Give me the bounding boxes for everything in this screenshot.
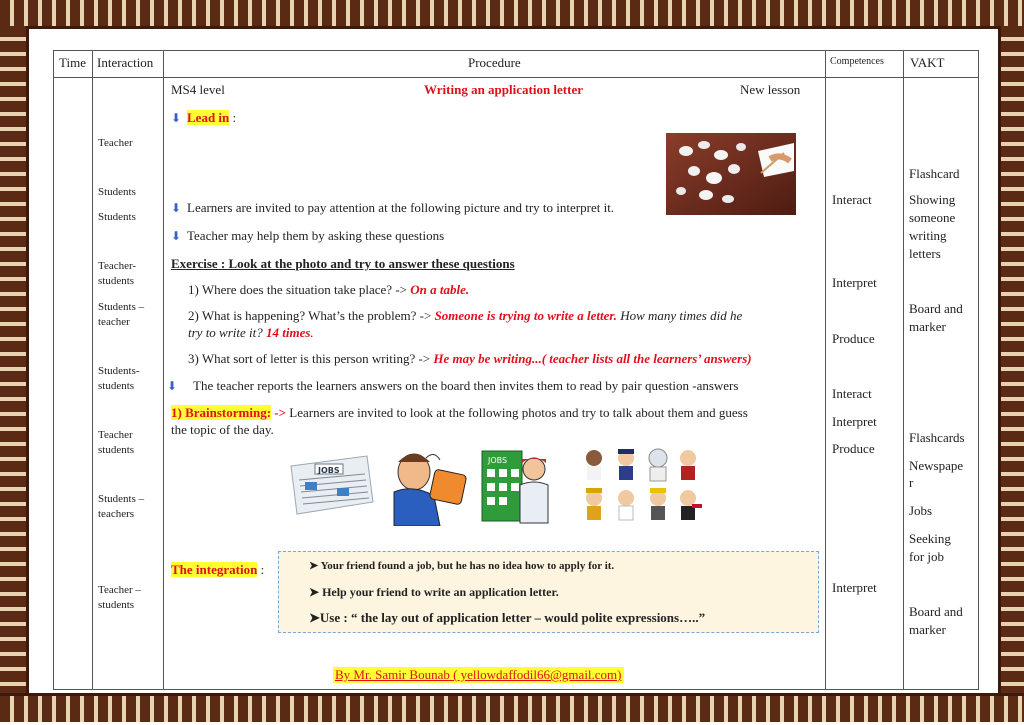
down-arrow-bullet-icon: ⬇ [171,201,182,215]
arrow-bullet-icon: ➤ [309,610,320,625]
interaction-item: students [98,380,135,392]
vakt-flashcards: Flashcards [909,430,965,445]
column-divider [825,50,826,690]
interaction-item: teachers [98,508,135,520]
question-2-followup-text: try to write it? [188,325,266,340]
integration-item-1 [309,559,614,572]
teacher-reports-row [167,378,738,394]
vakt-showing: writing [909,228,947,243]
brainstorming-arrow: -> [271,405,290,420]
integration-row [171,562,264,578]
job-newspaper-photo [285,452,377,520]
exercise-heading: Exercise : Look at the photo and try to answer these questions [171,256,515,271]
column-divider [163,50,164,690]
question-1-text: 1) Where does the situation take place? -> [188,282,411,297]
decorative-border-right [998,26,1024,693]
lead-in-row [171,110,236,126]
brainstorming-row [171,405,748,421]
integration-item-1-text: Your friend found a job, but he has no idea how to apply for it. [320,560,615,572]
interaction-item: Students – [98,301,145,313]
interaction-item: Students- [98,365,140,377]
decorative-border-left [0,26,29,693]
teacher-help-row [171,228,444,244]
vakt-jobs: Jobs [909,503,933,518]
interaction-item: Students [98,211,136,223]
integration-label: The integration [171,562,258,577]
competence-item: Interact [832,192,872,207]
question-2 [188,308,742,324]
answer-2: Someone is trying to write a letter. [434,308,617,323]
integration-task-box [278,551,819,633]
lead-in-label: Lead in [187,110,230,125]
arrow-bullet-icon: ➤ [309,585,323,599]
vakt-showing: Showing [909,192,956,207]
interaction-item: Teacher [98,429,133,441]
integration-item-3 [309,610,705,626]
vakt-showing: letters [909,246,941,261]
question-2-followup: How many times did he [616,308,743,323]
answer-1: On a table. [410,282,470,297]
integration-item-3-text: Use : “ the lay out of application letter – would polite expressions…..” [319,610,706,625]
decorative-border-top [0,0,1024,29]
header-divider [53,77,979,78]
integration-colon: : [257,562,265,577]
column-divider [92,50,93,690]
interaction-item: Teacher – [98,584,141,596]
question-2-period: . [310,325,314,340]
learners-invited-row [171,200,614,216]
brainstorming-text-line2: the topic of the day. [171,422,274,437]
interaction-item: students [98,275,135,287]
professions-figures-photo [582,446,708,526]
vakt-seeking: Seeking [909,531,951,546]
vakt-board: marker [909,319,946,334]
down-arrow-bullet-icon: ⬇ [171,111,182,125]
question-3 [188,351,752,367]
header-time: Time [59,55,86,70]
interaction-item: Students [98,186,136,198]
integration-item-2-text: Help your friend to write an application letter. [322,585,559,599]
down-arrow-bullet-icon: ⬇ [167,379,178,393]
svg-text:JOBS: JOBS [318,466,340,475]
brainstorming-label: 1) Brainstorming: [171,405,272,420]
competence-item: Produce [832,331,875,346]
man-looking-at-jobs-board-photo [480,449,550,525]
crumpled-papers-photo [666,133,796,215]
level-label: MS4 level [171,82,225,97]
vakt-flashcard: Flashcard [909,166,960,181]
confused-man-reading-photo [386,448,472,526]
header-vakt: VAKT [910,55,945,70]
competence-item: Produce [832,441,875,456]
header-procedure: Procedure [468,55,521,70]
competence-item: Interpret [832,580,877,595]
lesson-title: Writing an application letter [424,82,584,97]
interaction-item: students [98,444,135,456]
teacher-reports-text: The teacher reports the learners answers on the board then invites them to read by pair question -answers [193,378,739,393]
answer-3: He may be writing...( teacher lists all the learners’ answers) [433,351,752,366]
competence-item: Interpret [832,414,877,429]
question-3-text: 3) What sort of letter is this person writing? -> [188,351,434,366]
vakt-seeking: for job [909,549,945,564]
author-footer: By Mr. Samir Bounab ( yellowdaffodil66@gmail.com) [335,667,622,682]
decorative-border-bottom [0,693,1024,722]
question-2-text: 2) What is happening? What’s the problem? -> [188,308,435,323]
svg-text:JOBS: JOBS [488,456,508,465]
header-interaction: Interaction [97,55,154,70]
lead-in-colon: : [229,110,237,125]
vakt-board: Board and [909,604,963,619]
column-divider [903,50,904,690]
teacher-help-text: Teacher may help them by asking these questions [187,228,445,243]
interaction-item: Teacher- [98,260,137,272]
vakt-newspaper: Newspape [909,458,964,473]
answer-2b: 14 times [266,325,311,340]
interaction-item: Students – [98,493,145,505]
learners-invited-text: Learners are invited to pay attention at the following picture and try to interpret it. [187,200,615,215]
vakt-showing: someone [909,210,956,225]
arrow-bullet-icon: ➤ [309,560,321,572]
interaction-item: students [98,599,135,611]
vakt-newspaper: r [909,475,914,490]
competence-item: Interpret [832,275,877,290]
question-2-line2 [188,325,314,341]
interaction-item: teacher [98,316,130,328]
header-competences: Competences [830,56,884,67]
vakt-board: marker [909,622,946,637]
brainstorming-text: Learners are invited to look at the following photos and try to talk about them and guess [289,405,748,420]
interaction-item: Teacher [98,137,133,149]
question-1 [188,282,469,298]
integration-item-2 [309,585,559,600]
lesson-type: New lesson [740,82,801,97]
competence-item: Interact [832,386,872,401]
down-arrow-bullet-icon: ⬇ [171,229,182,243]
vakt-board: Board and [909,301,963,316]
